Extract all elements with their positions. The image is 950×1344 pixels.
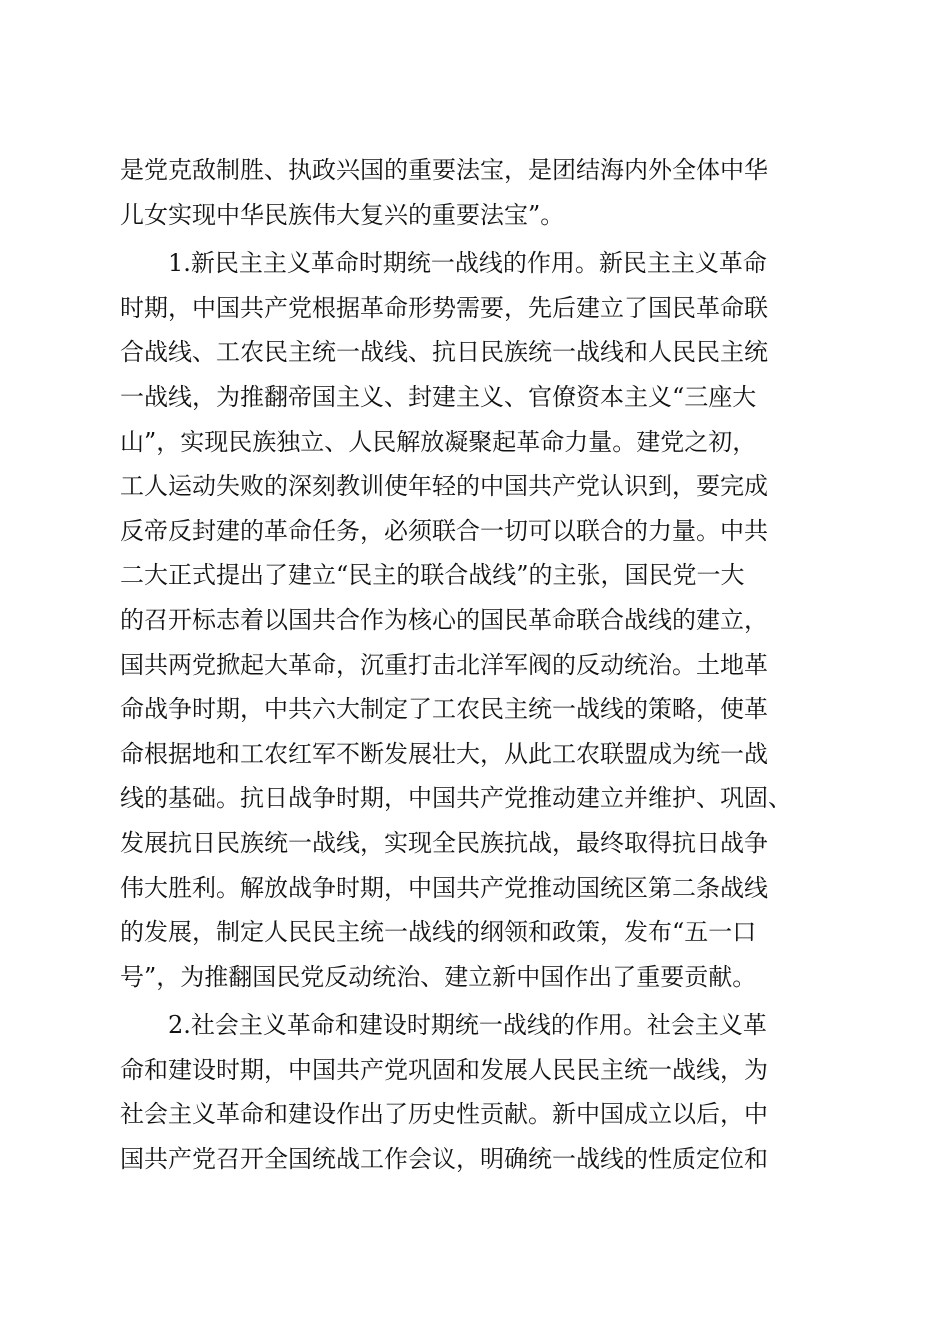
text-line: 工人运动失败的深刻教训使年轻的中国共产党认识到，要完成 [120,472,768,501]
text-line: 国共产党召开全国统战工作会议，明确统一战线的性质定位和 [120,1145,768,1174]
text-line: 一战线，为推翻帝国主义、封建主义、官僚资本主义“三座大 [120,382,757,411]
text-line: 伟大胜利。解放战争时期，中国共产党推动国统区第二条战线 [120,873,768,902]
text-line: 发展抗日民族统一战线，实现全民族抗战，最终取得抗日战争 [120,828,768,857]
text-line: 线的基础。抗日战争时期，中国共产党推动建立并维护、巩固、 [120,784,792,813]
text-line: 是党克敌制胜、执政兴国的重要法宝，是团结海内外全体中华 [120,156,768,184]
text-line: 时期，中国共产党根据革命形势需要，先后建立了国民革命联 [120,293,768,322]
text-line: 儿女实现中华民族伟大复兴的重要法宝”。 [120,200,565,229]
paragraph-2-heading-line: 2.社会主义革命和建设时期统一战线的作用。社会主义革 [120,1011,767,1040]
text-line: 山”，实现民族独立、人民解放凝聚起革命力量。建党之初， [120,427,757,456]
text-line: 命根据地和工农红军不断发展壮大，从此工农联盟成为统一战 [120,739,768,768]
text-line: 二大正式提出了建立“民主的联合战线”的主张，国民党一大 [120,561,745,590]
text-line: 国共两党掀起大革命，沉重打击北洋军阀的反动统治。土地革 [120,650,768,679]
text-line: 社会主义革命和建设作出了历史性贡献。新中国成立以后，中 [120,1100,768,1129]
text-line: 反帝反封建的革命任务，必须联合一切可以联合的力量。中共 [120,516,768,545]
text-line: 的发展，制定人民民主统一战线的纲领和政策，发布“五一口 [120,918,757,947]
text-line: 号”，为推翻国民党反动统治、建立新中国作出了重要贡献。 [120,962,757,991]
body-text [120,148,840,1182]
text-line: 的召开标志着以国共合作为核心的国民革命联合战线的建立， [120,605,768,634]
text-line: 命战争时期，中共六大制定了工农民主统一战线的策略，使革 [120,695,768,724]
paragraph-1-heading-line: 1.新民主主义革命时期统一战线的作用。新民主主义革命 [120,249,767,278]
text-line: 命和建设时期，中国共产党巩固和发展人民民主统一战线，为 [120,1055,768,1084]
text-line: 合战线、工农民主统一战线、抗日民族统一战线和人民民主统 [120,338,768,367]
